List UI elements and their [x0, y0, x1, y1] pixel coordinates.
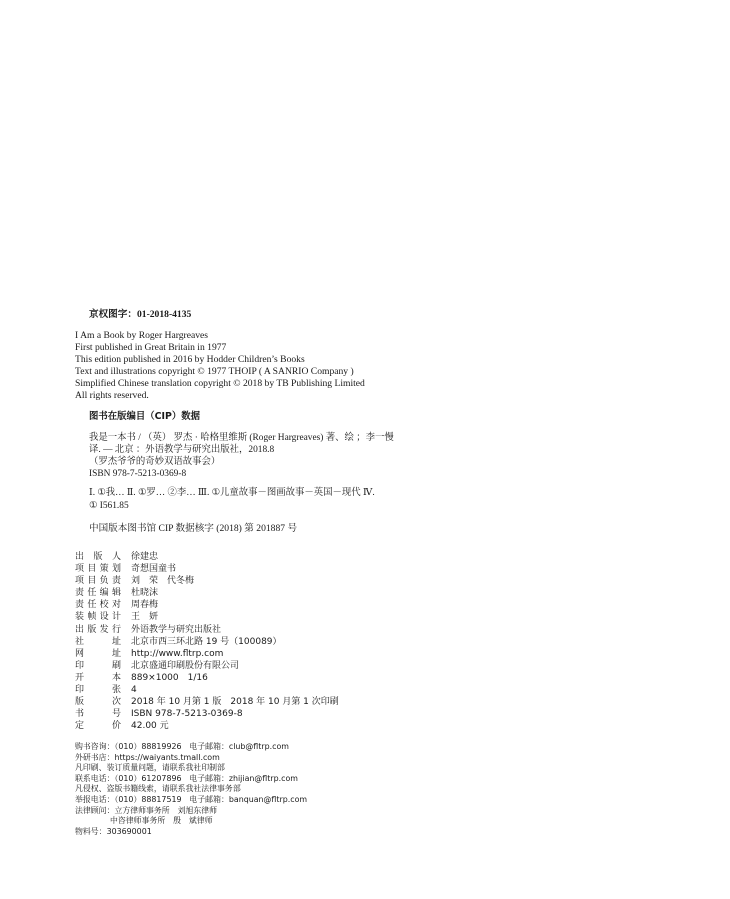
cip-approval-number: 中国版本图书馆 CIP 数据核字 (2018) 第 201887 号	[89, 523, 298, 534]
credit-label: 书 号	[75, 709, 121, 720]
credit-label: 装帧设计	[75, 612, 121, 623]
cip-record	[89, 432, 394, 480]
credit-value: 北京盛通印刷股份有限公司	[131, 660, 240, 671]
credit-value: 外语教学与研究出版社	[131, 624, 222, 635]
credit-label: 网 址	[75, 648, 121, 659]
edition-line: This edition published in 2016 by Hodder Children’s Books	[75, 354, 305, 365]
edition-notice	[75, 330, 365, 402]
credit-label: 项目策划	[75, 564, 121, 575]
credit-row	[75, 599, 339, 611]
credit-row	[75, 551, 339, 563]
credit-label: 社 址	[75, 636, 121, 647]
credit-label: 印 刷	[75, 660, 121, 671]
credit-label: 出版发行	[75, 624, 121, 635]
credit-row	[75, 696, 339, 708]
contact-line: 外研书店：https://waiyants.tmall.com	[75, 752, 220, 762]
contact-line: 购书咨询：（010）88819926 电子邮箱：club@fltrp.com	[75, 742, 289, 751]
credit-label: 责任校对	[75, 600, 121, 611]
credit-value: 4	[131, 685, 137, 696]
copyright-registration-number: 01-2018-4135	[136, 309, 192, 320]
credit-value: 奇想国童书	[131, 564, 177, 575]
contact-line: 凡侵权、盗版书籍线索，请联系我社法律事务部	[75, 784, 241, 794]
credit-row	[75, 708, 339, 720]
cip-subject-line: Ⅰ. ①我… Ⅱ. ①罗… ②李… Ⅲ. ①儿童故事－图画故事－英国－现代 Ⅳ.	[89, 488, 375, 498]
credit-row	[75, 672, 339, 684]
credit-row	[75, 624, 339, 636]
edition-line: I Am a Book by Roger Hargreaves	[75, 330, 209, 341]
cip-record-line: （罗杰爷爷的奇妙双语故事会）	[89, 457, 221, 467]
credit-value: 杜晓沫	[131, 588, 159, 599]
edition-line: Simplified Chinese translation copyright © 2018 by TB Publishing Limited	[75, 378, 365, 389]
credit-value: 徐建忠	[131, 552, 159, 562]
copyright-registration-label: 京权图字：	[89, 309, 137, 320]
cip-record-line: 我是一本书 / （英） 罗杰 · 哈格里维斯 (Roger Hargreaves) 著、绘 ；李一慢	[89, 433, 394, 443]
edition-line: First published in Great Britain in 1977	[75, 342, 227, 353]
contact-line: 联系电话：（010）61207896 电子邮箱：zhijian@fltrp.com	[75, 773, 298, 783]
contact-info	[75, 742, 307, 837]
credit-value: http://www.fltrp.com	[131, 648, 224, 659]
credit-row	[75, 684, 339, 696]
contact-line: 凡印刷、装订质量问题，请联系我社印制部	[75, 763, 225, 773]
credit-row	[75, 575, 339, 587]
edition-line: All rights reserved.	[75, 390, 149, 401]
contact-line: 中咨律师事务所 殷 斌律师	[110, 816, 213, 826]
credit-value: 889×1000 1/16	[131, 672, 208, 683]
contact-line: 物料号：303690001	[75, 826, 152, 836]
credit-row	[75, 636, 339, 648]
credits-list	[75, 551, 339, 732]
credit-label: 开 本	[75, 672, 121, 683]
credit-value: 北京市西三环北路 19 号（100089）	[131, 636, 282, 647]
credit-row	[75, 563, 339, 575]
credit-row	[75, 611, 339, 623]
credit-label: 版 次	[75, 697, 121, 708]
credit-value: 周春梅	[131, 600, 159, 611]
credit-label: 项目负责	[75, 576, 121, 587]
cip-heading: 图书在版编目（CIP）数据	[89, 411, 200, 422]
cip-subject-line: ① I561.85	[89, 501, 129, 511]
credit-value: 2018 年 10 月第 1 版 2018 年 10 月第 1 次印刷	[131, 697, 339, 708]
contact-line: 法律顾问：立方律师事务所 刘旭东律师	[75, 805, 218, 815]
cip-subjects	[89, 487, 375, 513]
credit-value: 刘 荣 代冬梅	[131, 576, 195, 587]
credit-label: 印 张	[75, 685, 121, 696]
credit-label: 定 价	[75, 721, 121, 732]
credit-value: 42.00 元	[131, 721, 169, 732]
edition-line: Text and illustrations copyright © 1977 THOIP ( A SANRIO Company )	[75, 366, 354, 377]
cip-record-line: 译. — 北京 ：外语教学与研究出版社，2018.8	[89, 445, 275, 455]
credit-label: 责任编辑	[75, 588, 121, 599]
credit-row	[75, 660, 339, 672]
credit-row	[75, 648, 339, 660]
credit-label: 出 版 人	[75, 552, 121, 562]
credit-value: 王 妍	[131, 612, 159, 623]
copyright-registration	[89, 306, 191, 320]
contact-line: 举报电话：（010）88817519 电子邮箱：banquan@fltrp.com	[75, 794, 308, 804]
credit-row	[75, 720, 339, 732]
credit-value: ISBN 978-7-5213-0369-8	[131, 709, 243, 720]
cip-record-line: ISBN 978-7-5213-0369-8	[89, 469, 187, 479]
credit-row	[75, 587, 339, 599]
